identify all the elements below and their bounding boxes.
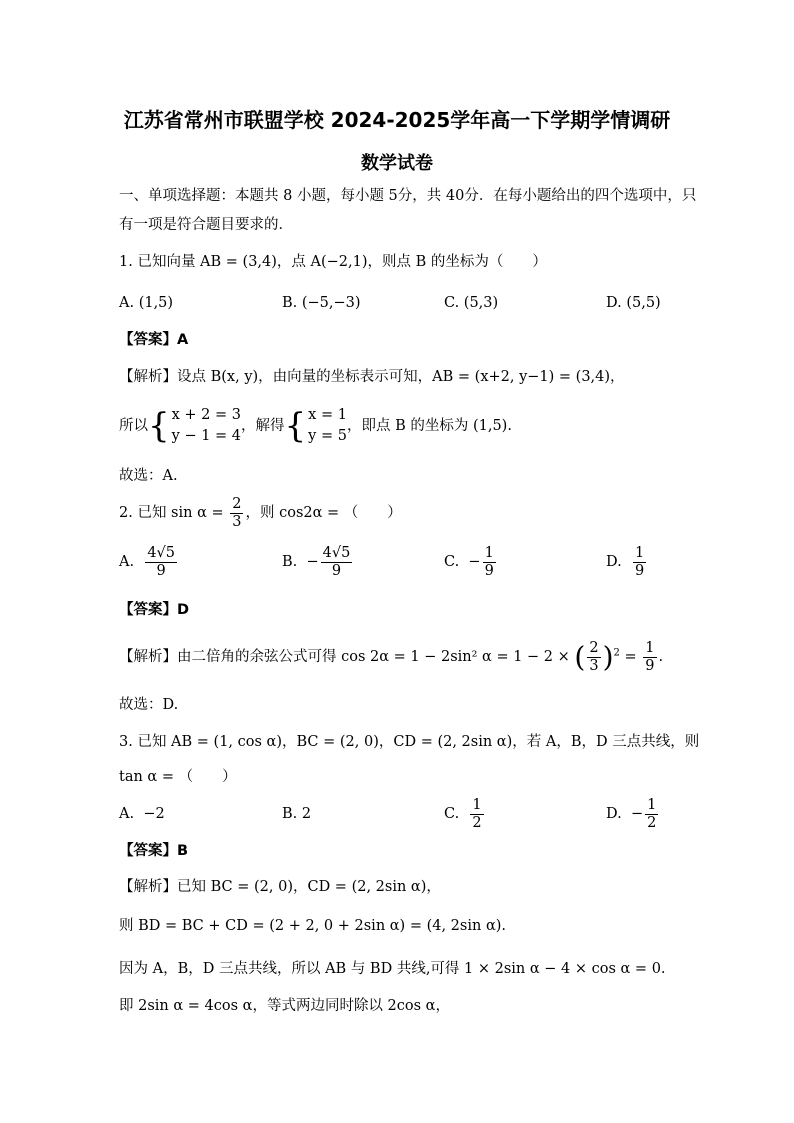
q2-analysis-result-den: 9 (645, 657, 655, 674)
q1-stem: 1. 已知向量 AB = (3,4)，点 A(−2,1)，则点 B 的坐标为（ ） (119, 254, 547, 270)
q2-stem-fraction (230, 496, 243, 530)
q2-analysis-result-num: 1 (645, 640, 655, 656)
q1-system-suffix: ，即点 B 的坐标为 (1,5). (346, 418, 512, 435)
q3-option-a-label: A. (119, 806, 135, 822)
q3-option-b-label: B. (282, 806, 298, 822)
q1-option-b: B. (−5,−3) (282, 295, 361, 311)
q2-option-b-label: B. (282, 554, 298, 571)
q2-option-c-fraction (483, 545, 496, 579)
q3-option-d-fraction (645, 797, 658, 831)
q1-analysis-line2 (119, 405, 512, 447)
q3-stem-line2: tan α = （ ） (119, 769, 237, 785)
q3-option-d-label: D. (606, 806, 622, 823)
q2-option-c-den: 9 (484, 562, 494, 579)
q2-option-a-num: 4√5 (147, 545, 176, 561)
q2-option-d-den: 9 (634, 562, 645, 579)
section-heading-line1: 一、单项选择题：本题共 8 小题，每小题 5分，共 40分．在每小题给出的四个选项中，只 (119, 188, 697, 204)
q3-option-d-den: 2 (647, 814, 657, 831)
q2-option-d (606, 545, 648, 579)
q2-option-a (119, 545, 179, 579)
q2-option-b-fraction (321, 545, 353, 579)
q3-option-d (606, 797, 660, 831)
q2-option-c-num: 1 (484, 545, 494, 561)
q2-option-a-fraction (145, 545, 177, 579)
q3-option-c-label: C. (444, 806, 460, 823)
q2-option-d-num: 1 (634, 545, 645, 561)
q2-analysis-exponent: 2 (613, 647, 620, 659)
q2-option-c-sign: − (468, 554, 481, 571)
q2-option-a-den: 9 (156, 562, 166, 579)
q2-analysis: 【解析】由二倍角的余弦公式可得 cos 2α = 1 − 2sin² α = 1 − 2 × ( $\frac{2}{3}$ )$^2$ = $\frac{1}{9}$ . (119, 640, 664, 674)
q3-option-b-value: 2 (301, 806, 312, 822)
q2-analysis-fraction (587, 640, 600, 674)
q3-option-c-fraction (470, 797, 483, 831)
q2-conclusion: 故选：D. (119, 697, 179, 713)
q2-analysis-result (643, 640, 656, 674)
q2-analysis-equals: = (619, 649, 642, 666)
q2-answer: 【答案】D (119, 602, 190, 618)
q2-analysis-prefix: 【解析】由二倍角的余弦公式可得 cos 2α = 1 − 2sin² α = 1 − 2 × (119, 649, 575, 666)
q3-option-c (444, 797, 486, 831)
q3-option-c-num: 1 (472, 797, 482, 813)
q3-answer: 【答案】B (119, 843, 189, 859)
q2-analysis-end: . (658, 649, 664, 666)
q1-answer: 【答案】A (119, 332, 189, 348)
q1-equation-system-1: { x + 2 = 3 y − 1 = 4 (148, 406, 242, 447)
q1-system-mid: ，解得 (241, 418, 285, 435)
q1-sys1-eq2: y − 1 = 4 (171, 428, 242, 445)
q1-option-c: C. (5,3) (444, 295, 499, 311)
section-heading-line2: 有一项是符合题目要求的． (119, 217, 293, 233)
q1-option-d: D. (5,5) (606, 295, 661, 311)
q3-analysis-line2: 则 BD = BC + CD = (2 + 2, 0 + 2sin α) = (4, 2sin α). (119, 918, 506, 934)
q2-analysis-frac-num: 2 (589, 640, 599, 656)
q2-analysis-frac-den: 3 (589, 657, 599, 674)
q2-option-d-fraction (633, 545, 646, 579)
q1-system-prefix: 所以 (119, 418, 148, 435)
q1-conclusion: 故选：A. (119, 468, 178, 484)
q2-option-b-num: 4√5 (322, 545, 351, 561)
q2-option-b (282, 545, 354, 579)
q3-option-d-num: 1 (647, 797, 657, 813)
q3-analysis-line1: 【解析】已知 BC = (2, 0)，CD = (2, 2sin α)， (119, 879, 441, 895)
q2-option-b-den: 9 (331, 562, 342, 579)
q3-analysis-line3: 因为 A，B，D 三点共线，所以 AB 与 BD 共线,可得 1 × 2sin α − 4 × cos α = 0. (119, 961, 666, 977)
q2-option-a-label: A. (119, 554, 135, 571)
q2-stem (119, 496, 402, 530)
q2-stem-suffix: ，则 cos2α = （ ） (245, 505, 402, 522)
q1-analysis-line1: 【解析】设点 B(x, y)，由向量的坐标表示可知，AB = (x+2, y−1) = (3,4)， (119, 369, 625, 385)
q2-stem-frac-num: 2 (232, 496, 242, 512)
q3-analysis-line4: 即 2sin α = 4cos α，等式两边同时除以 2cos α， (119, 998, 450, 1014)
q3-option-c-den: 2 (472, 814, 482, 831)
q2-option-b-sign: − (306, 554, 319, 571)
q3-option-a-value: −2 (143, 806, 165, 822)
q1-equation-system-2: { x = 1 y = 5 (284, 406, 347, 447)
document-title: 江苏省常州市联盟学校 2024-2025学年高一下学期学情调研 (123, 108, 671, 132)
q1-option-a: A. (1,5) (119, 295, 174, 311)
q3-option-d-sign: − (630, 806, 644, 823)
q3-option-b (282, 806, 311, 822)
q2-stem-prefix: 2. 已知 sin α = (119, 505, 229, 522)
q3-option-a (119, 806, 165, 822)
q1-sys1-eq1: x + 2 = 3 (171, 407, 242, 423)
q1-sys2-eq1: x = 1 (308, 407, 347, 423)
document-subtitle: 数学试卷 (361, 153, 433, 174)
q2-option-c-label: C. (444, 554, 460, 571)
q1-sys2-eq2: y = 5 (308, 428, 347, 445)
q2-option-d-label: D. (606, 554, 622, 571)
q2-option-c (444, 545, 498, 579)
q2-stem-frac-den: 3 (232, 513, 242, 530)
q3-stem-line1: 3. 已知 AB = (1, cos α)，BC = (2, 0)，CD = (2, 2sin α)，若 A，B，D 三点共线，则 (119, 734, 700, 750)
